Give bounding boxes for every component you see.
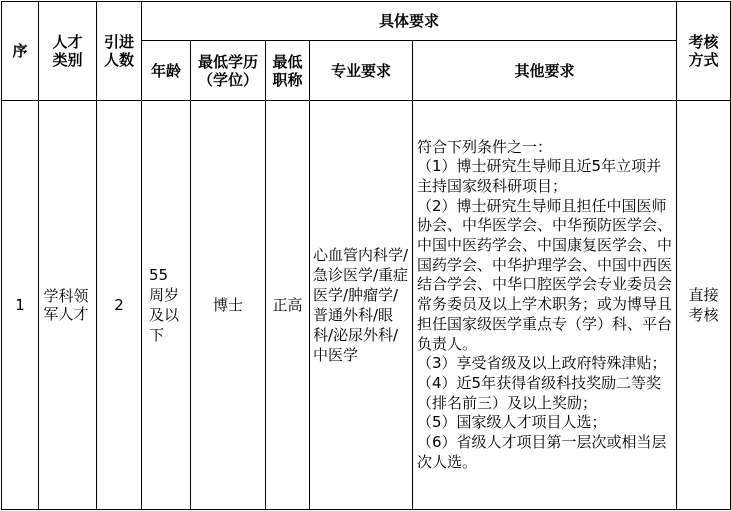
cell-assessment-method: [677, 101, 731, 510]
header-min-title-text: 最低职称: [272, 52, 303, 89]
header-min-education-text: 最低学历（学位）: [197, 52, 258, 89]
header-intake-count: [97, 2, 142, 101]
cell-talent-category-text: 学科领军人才: [43, 287, 89, 323]
header-major: 专业要求: [310, 41, 413, 101]
header-other-requirements: 其他要求: [413, 41, 677, 101]
header-specific-requirements: 具体要求: [142, 2, 677, 41]
other-req-item-3: （3）享受省级及以上政府特殊津贴；: [417, 354, 667, 373]
cell-min-education: 博士: [191, 101, 266, 510]
header-age: 年龄: [142, 41, 191, 101]
other-req-item-4: （4）近5年获得省级科技奖励二等奖（排名前三）及以上奖励；: [417, 373, 662, 412]
header-talent-category-text: 人才类别: [52, 33, 83, 69]
header-min-title: [266, 41, 310, 101]
header-intake-count-text: 引进人数: [103, 33, 134, 69]
recruitment-requirements-table: [1, 1, 731, 510]
other-req-item-1: （1）博士研究生导师且近5年立项并主持国家级科研项目；: [417, 157, 662, 195]
cell-intake-count: 2: [97, 101, 142, 510]
header-min-education: [191, 41, 266, 101]
other-req-intro: 符合下列条件之一：: [417, 137, 553, 156]
cell-assessment-method-text: 直接考核: [688, 286, 719, 324]
cell-age-text: 55周岁及以下: [149, 266, 180, 344]
header-seq: 序: [2, 2, 39, 101]
other-req-item-2: （2）博士研究生导师且担任中国医师协会、中华医学会、中华预防医学会、中国中医药学会、中国康复医学会、中国药学会、中华护理学会、中国中西医结合学会、中华口腔医学会专业委员会常务委员及以上学术职务；或为博导且担任国家级医学重点专（学）科、平台负责人。: [417, 196, 673, 353]
header-assessment-method-text: 考核方式: [688, 33, 719, 69]
other-req-item-6: （6）省级人才项目第一层次或相当层次人选。: [417, 433, 667, 471]
header-talent-category: [39, 2, 97, 101]
cell-age: [142, 101, 191, 510]
cell-min-title: 正高: [266, 101, 310, 510]
table-row: [2, 101, 731, 510]
cell-seq: 1: [2, 101, 39, 510]
cell-major: 心血管内科学/急诊医学/重症医学/肿瘤学/普通外科/眼科/泌尿外科/中医学: [310, 101, 413, 510]
cell-talent-category: [39, 101, 97, 510]
other-req-item-5: （5）国家级人才项目人选；: [417, 413, 607, 432]
header-assessment-method: [677, 2, 731, 101]
cell-other-requirements: [413, 101, 677, 510]
